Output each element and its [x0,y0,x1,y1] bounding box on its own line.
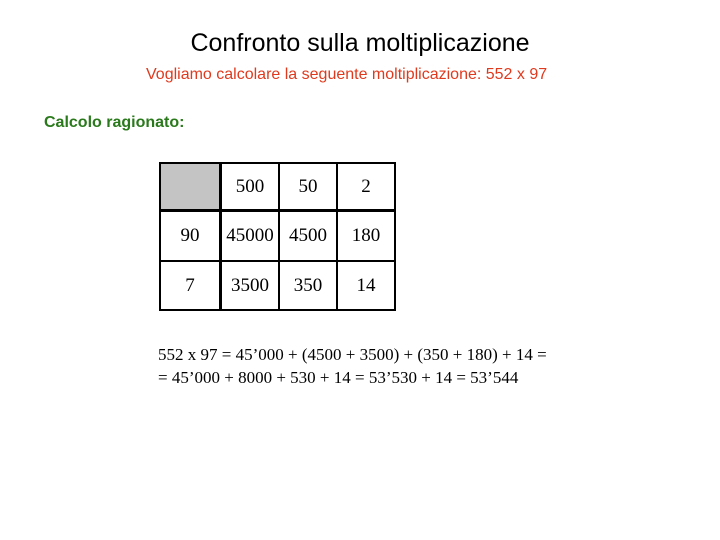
grid-header-row [160,163,395,211]
grid-corner-cell [160,163,221,211]
grid-cell: 350 [279,261,337,310]
grid-row-label: 90 [160,211,221,262]
slide-subtitle: Vogliamo calcolare la seguente moltiplicazione: 552 x 97 [146,66,548,83]
equation-line: 552 x 97 = 45’000 + (4500 + 3500) + (350 + 180) + 14 = [158,345,547,364]
grid-cell: 3500 [221,261,280,310]
grid-cell: 45000 [221,211,280,262]
grid-row-label: 7 [160,261,221,310]
grid-header-cell: 2 [337,163,395,211]
grid-cell: 14 [337,261,395,310]
grid-cell: 4500 [279,211,337,262]
calculation-equation [158,343,547,389]
slide-title: Confronto sulla moltiplicazione [190,29,530,57]
grid-header-cell: 500 [221,163,280,211]
section-label: Calcolo ragionato: [44,114,185,131]
grid-row [160,211,395,262]
grid-cell: 180 [337,211,395,262]
grid-header-cell: 50 [279,163,337,211]
grid-row [160,261,395,310]
equation-line: = 45’000 + 8000 + 530 + 14 = 53’530 + 14 = 53’544 [158,368,519,387]
multiplication-grid [159,162,396,311]
